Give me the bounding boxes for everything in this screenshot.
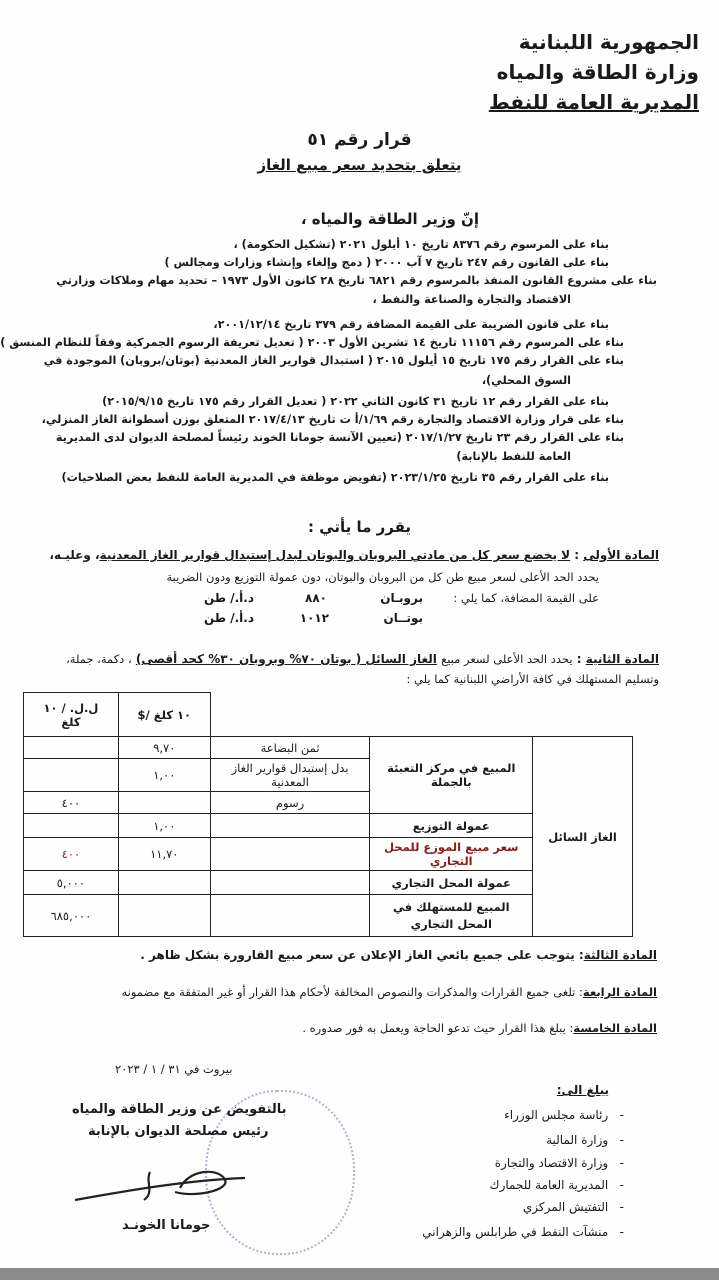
cell-usd: ١,٠٠ <box>118 759 210 792</box>
cell-empty <box>210 895 370 937</box>
consideration: بناء على القانون رقم ٢٤٧ تاريخ ٧ آب ٢٠٠٠ ( دمج وإلغاء وإنشاء وزارات ومجالس ) <box>164 256 609 269</box>
price-table <box>23 692 633 937</box>
cell-usd: ١,٠٠ <box>118 814 210 838</box>
consideration: بناء على القرار رقم ٣٥ تاريخ ٢٠٢٣/١/٢٥ (تفويض موظفة في المديرية العامة للنفط بعض الصلاحيات) <box>61 471 609 484</box>
cell-usd <box>118 871 210 895</box>
article-3-text: يتوجب على جميع بائعي الغاز الإعلان عن سعر مبيع القارورة بشكل ظاهر . <box>140 948 575 962</box>
table-row <box>24 737 633 759</box>
cell-label: سعر مبيع الموزع للمحل التجاري <box>370 838 533 871</box>
signature-line1: بالتفويض عن وزير الطاقة والمياه <box>72 1102 287 1117</box>
consideration: بناء على قرار وزارة الاقتصاد والتجارة رقم ١/٦٩/أ ت تاريخ ٢٠١٧/٤/١٣ المتعلق بوزن أسطوانة الغاز المنزلي، <box>41 413 624 426</box>
cell-lbp <box>24 814 119 838</box>
consideration: بناء على قانون الضريبة على القيمة المضافة رقم ٣٧٩ تاريخ ٢٠٠١/١٢/١٤، <box>213 318 609 331</box>
recipient: رئاسة مجلس الوزراء <box>504 1108 609 1122</box>
article-2-text-c: ، دكمة، جملة، <box>66 652 132 666</box>
notify-heading: يبلغ الى: <box>556 1083 609 1097</box>
article-5-label: المادة الخامسة <box>573 1021 657 1035</box>
article-2: المادة الثانية : يحدد الحد الأعلى لسعر مبيع الغاز السائل ( بوتان ٧٠% وبروبان ٣٠% كحد أقصى) ، دكمة، جملة، <box>66 652 659 666</box>
header-blank <box>210 693 632 737</box>
article-1-line2: يحدد الحد الأعلى لسعر مبيع طن كل من البروبان والبوتان، دون عمولة التوزيع ودون الضريبة <box>166 570 599 584</box>
article-4-label: المادة الرابعة <box>582 985 657 999</box>
cell-lbp <box>24 737 119 759</box>
minister-line: إنّ وزير الطاقة والمياه ، <box>300 210 479 228</box>
cell-lbp: ٥,٠٠٠ <box>24 871 119 895</box>
consideration: الاقتصاد والتجارة والصناعة والنفط ، <box>372 293 571 306</box>
butane-unit: د.أ./ طن <box>203 611 254 625</box>
cell-label: عمولة المحل التجاري <box>370 871 533 895</box>
article-1-lead: لا يخضع سعر كل من مادتي البروبان والبوتان لبدل إستبدال قوارير الغاز المعدنية <box>99 548 571 562</box>
notify-item: - وزارة الاقتصاد والتجارة <box>494 1156 624 1170</box>
propane-unit: د.أ./ طن <box>203 591 254 605</box>
consideration: بناء على القرار رقم ١٧٥ تاريخ ١٥ أيلول ٢٠١٥ ( استبدال قوارير الغاز المعدنية (بوتان/بروبان) الموجودة في <box>43 354 624 367</box>
article-1-label: المادة الأولى <box>583 548 659 562</box>
article-5-text: يبلغ هذا القرار حيث تدعو الحاجة ويعمل به فور صدوره . <box>302 1021 566 1035</box>
article-5: المادة الخامسة: يبلغ هذا القرار حيث تدعو الحاجة ويعمل به فور صدوره . <box>302 1021 657 1035</box>
cell-label: ثمن البضاعة <box>210 737 370 759</box>
cell-empty <box>210 838 370 871</box>
cell-empty <box>210 814 370 838</box>
notify-item: - المديرية العامة للجمارك <box>489 1178 624 1192</box>
col-lbp-header <box>24 693 119 737</box>
cell-usd <box>118 792 210 814</box>
table-header-row <box>24 693 633 737</box>
recipient: التفتيش المركزي <box>522 1200 609 1214</box>
cell-usd <box>118 895 210 937</box>
decision-number: قرار رقم ٥١ <box>307 130 412 150</box>
signatory-name: جومانا الخونـد <box>122 1218 211 1233</box>
consideration: بناء على المرسوم رقم ١١١٥٦ تاريخ ١٤ تشرين الأول ٢٠٠٣ ( تعديل تعريفة الرسوم الجمركية وفقاً للنظام المنسق ) <box>0 336 624 349</box>
recipient: منشآت النفط في طرابلس والزهراني <box>422 1225 609 1239</box>
butane-name: بوتــان <box>383 611 423 625</box>
col-usd-header: $/ ١٠ كلغ <box>118 693 210 737</box>
recipient: وزارة الاقتصاد والتجارة <box>494 1156 609 1170</box>
col-lbp-header-line2: كلغ <box>61 714 81 729</box>
consideration: العامة للنفط بالإنابة) <box>456 450 571 463</box>
propane-name: بروبـان <box>380 591 423 605</box>
butane-value: ١٠١٢ <box>299 611 329 625</box>
article-2-text-b: الغاز السائل ( بوتان ٧٠% وبروبان ٣٠% كحد أقصى) <box>135 652 437 666</box>
article-1-line3: على القيمة المضافة، كما يلي : <box>453 591 599 605</box>
place-date: بيروت في ٣١ / ١ / ٢٠٢٣ <box>115 1062 233 1076</box>
group-wholesale: المبيع في مركز التعبئة بالجملة <box>370 737 533 814</box>
cell-label: عمولة التوزيع <box>370 814 533 838</box>
propane-value: ٨٨٠ <box>305 591 327 605</box>
notify-item: - رئاسة مجلس الوزراء <box>504 1108 624 1122</box>
article-2-label: المادة الثانية <box>585 652 659 666</box>
cell-label: بدل إستبدال قوارير الغاز المعدنية <box>210 759 370 792</box>
article-2-text-a: يحدد الحد الأعلى لسعر مبيع <box>441 652 573 666</box>
signature-scribble <box>70 1160 250 1220</box>
article-4: المادة الرابعة: تلغى جميع القرارات والمذكرات والنصوص المخالفة لأحكام هذا القرار أو غير المتفقة مع مضمونه <box>121 985 657 999</box>
notify-item: - وزارة المالية <box>546 1133 624 1147</box>
cell-usd: ٩,٧٠ <box>118 737 210 759</box>
bottom-bar <box>0 1268 719 1280</box>
consideration: بناء على القرار رقم ٢٣ تاريخ ٢٠١٧/١/٢٧ (تعيين الآنسة جومانا الخوند رئيساً لمصلحة الديوان لدى المديرية <box>55 431 624 444</box>
decides-heading: يقرر ما يأتي : <box>307 518 412 536</box>
header-ministry: وزارة الطاقة والمياه <box>496 60 699 84</box>
decision-subject: يتعلق بتحديد سعر مبيع الغاز <box>257 156 462 174</box>
notify-item: - منشآت النفط في طرابلس والزهراني <box>422 1225 624 1239</box>
cell-lbp: ٤٠٠ <box>24 792 119 814</box>
cell-label: المبيع للمستهلك في المحل التجاري <box>370 895 533 937</box>
notify-item: - التفتيش المركزي <box>522 1200 624 1214</box>
cell-label: رسوم <box>210 792 370 814</box>
article-4-text: تلغى جميع القرارات والمذكرات والنصوص المخالفة لأحكام هذا القرار أو غير المتفقة مع مضمونه <box>121 985 576 999</box>
recipient: المديرية العامة للجمارك <box>489 1178 609 1192</box>
signature-line2: رئيس مصلحة الديوان بالإنابة <box>88 1124 269 1139</box>
cell-lbp: ٦٨٥,٠٠٠ <box>24 895 119 937</box>
article-2-line2: وتسليم المستهلك في كافة الأراضي اللبنانية كما يلي : <box>406 672 659 686</box>
cell-empty <box>210 871 370 895</box>
header-directorate: المديرية العامة للنفط <box>488 90 699 114</box>
cell-usd: ١١,٧٠ <box>118 838 210 871</box>
recipient: وزارة المالية <box>546 1133 609 1147</box>
cell-lbp <box>24 759 119 792</box>
article-1: المادة الأولى : لا يخضع سعر كل من مادتي البروبان والبوتان لبدل إستبدال قوارير الغاز المعدنية، وعليـه، <box>49 548 659 562</box>
consideration: السوق المحلي)، <box>481 374 571 387</box>
header-republic: الجمهورية اللبنانية <box>518 30 699 54</box>
product-liquid-gas: الغاز السائل <box>533 737 633 937</box>
article-1-tail: ، وعليـه، <box>49 548 100 562</box>
article-3-label: المادة الثالثة <box>583 948 657 962</box>
col-lbp-header-line1: ل.ل. / ١٠ <box>43 700 99 715</box>
article-3: المادة الثالثة: يتوجب على جميع بائعي الغاز الإعلان عن سعر مبيع القارورة بشكل ظاهر . <box>140 948 657 962</box>
consideration: بناء على مشروع القانون المنفذ بالمرسوم رقم ٦٨٢١ تاريخ ٢٨ كانون الأول ١٩٧٣ – تحديد مهام وملاكات وزارتي <box>56 274 657 287</box>
consideration: بناء على المرسوم رقم ٨٣٧٦ تاريخ ١٠ أيلول ٢٠٢١ (تشكيل الحكومة) ، <box>233 238 609 251</box>
cell-lbp: ٤٠٠ <box>24 838 119 871</box>
consideration: بناء على القرار رقم ١٢ تاريخ ٣١ كانون الثاني ٢٠٢٢ ( تعديل القرار رقم ١٧٥ تاريخ ٢٠١٥/٩/١٥) <box>102 395 609 408</box>
